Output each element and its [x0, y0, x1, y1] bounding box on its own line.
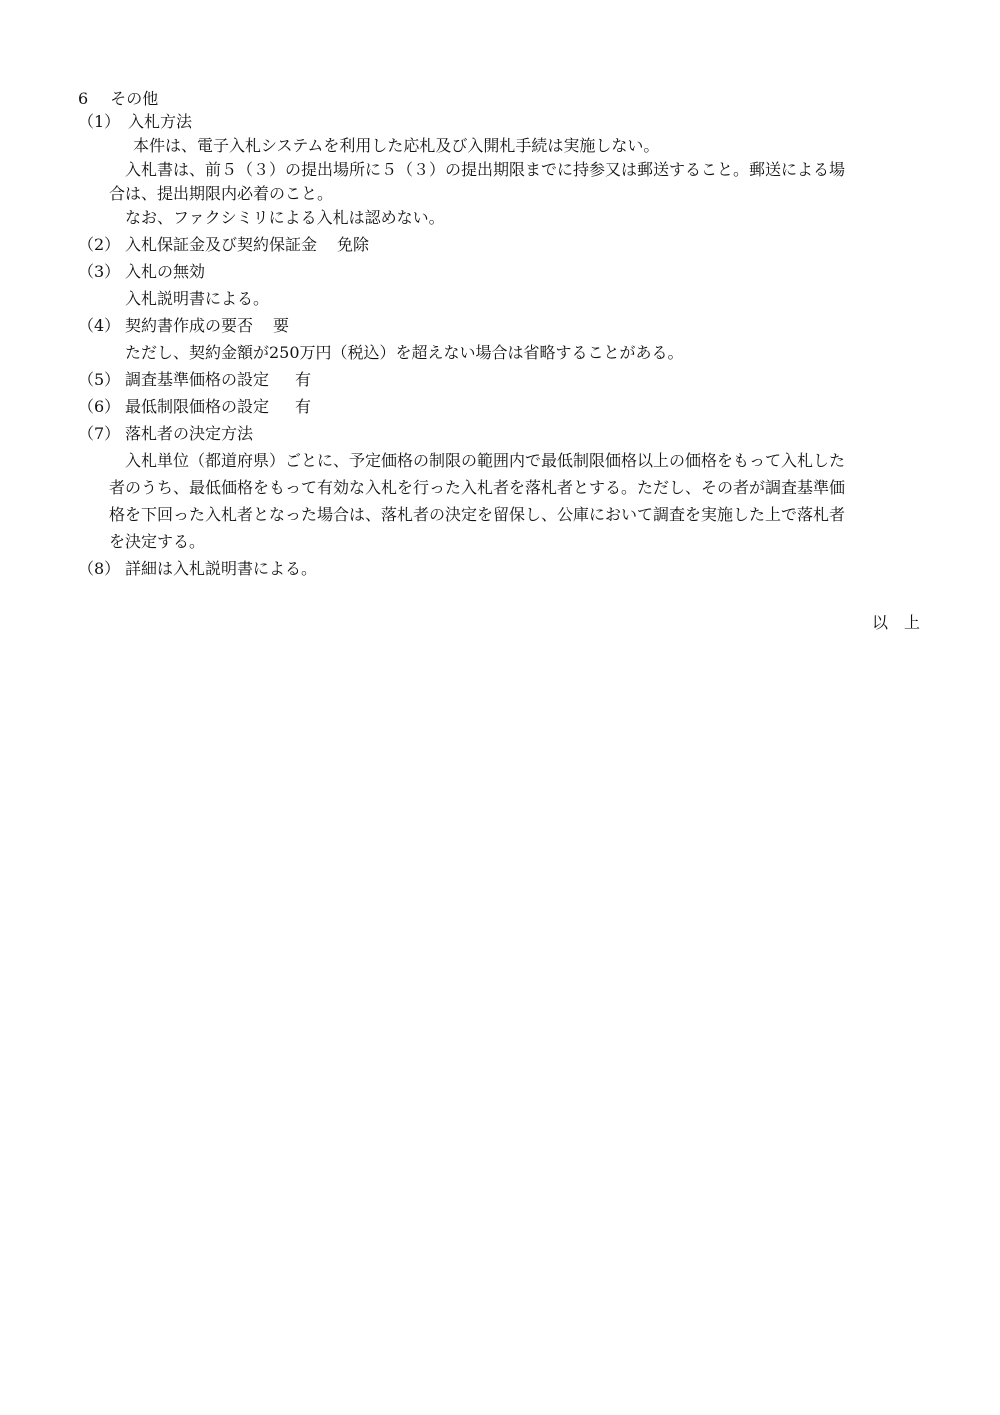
- item-8-title: 詳細は入札説明書による。: [125, 559, 318, 578]
- item-5-heading: [78, 370, 311, 390]
- item-2-heading: [78, 235, 369, 255]
- item-3-title: 入札の無効: [125, 262, 206, 281]
- closing-mark: 以 上: [871, 613, 920, 632]
- item-5-value: 有: [295, 370, 312, 389]
- item-7-paragraph: を決定する。: [109, 532, 206, 551]
- item-3-label: （3）: [78, 262, 121, 281]
- item-1-paragraph: 入札書は、前５（３）の提出場所に５（３）の提出期限までに持参又は郵送すること。郵送による場: [125, 160, 846, 179]
- item-2-label: （2）: [78, 235, 121, 254]
- item-2-value: 免除: [337, 235, 370, 254]
- item-1-paragraph: 合は、提出期限内必着のこと。: [109, 184, 334, 203]
- item-7-paragraph: 者のうち、最低価格をもって有効な入札を行った入札者を落札者とする。ただし、その者が調査基準価: [109, 478, 846, 497]
- item-7-paragraph: 入札単位（都道府県）ごとに、予定価格の制限の範囲内で最低制限価格以上の価格をもって入札した: [125, 451, 846, 470]
- item-1-title: 入札方法: [128, 112, 193, 131]
- item-6-value: 有: [295, 397, 312, 416]
- item-6-title: 最低制限価格の設定: [125, 397, 270, 416]
- item-5-label: （5）: [78, 370, 121, 389]
- item-4-title: 契約書作成の要否: [125, 316, 254, 335]
- item-7-heading: [78, 424, 253, 444]
- item-1-paragraph: 本件は、電子入札システムを利用した応札及び入開札手続は実施しない。: [133, 136, 660, 155]
- item-1-heading: [78, 112, 192, 132]
- item-2-title: 入札保証金及び契約保証金: [125, 235, 318, 254]
- item-1-label: （1）: [78, 112, 121, 131]
- item-3-paragraph: 入札説明書による。: [125, 289, 270, 308]
- item-1-paragraph: なお、ファクシミリによる入札は認めない。: [125, 208, 445, 227]
- section-title: その他: [110, 89, 159, 108]
- item-3-heading: [78, 262, 205, 282]
- item-5-title: 調査基準価格の設定: [125, 370, 270, 389]
- item-6-heading: [78, 397, 311, 417]
- item-8-label: （8）: [78, 559, 121, 578]
- item-4-value: 要: [273, 316, 290, 335]
- item-6-label: （6）: [78, 397, 121, 416]
- item-4-label: （4）: [78, 316, 121, 335]
- item-7-title: 落札者の決定方法: [125, 424, 254, 443]
- item-7-label: （7）: [78, 424, 121, 443]
- item-8-heading: [78, 559, 317, 579]
- section-number: 6: [78, 89, 89, 108]
- section-heading: [78, 89, 158, 109]
- item-4-heading: [78, 316, 289, 336]
- item-7-paragraph: 格を下回った入札者となった場合は、落札者の決定を留保し、公庫において調査を実施した上で落札者: [109, 505, 846, 524]
- item-4-paragraph: ただし、契約金額が250万円（税込）を超えない場合は省略することがある。: [125, 343, 684, 362]
